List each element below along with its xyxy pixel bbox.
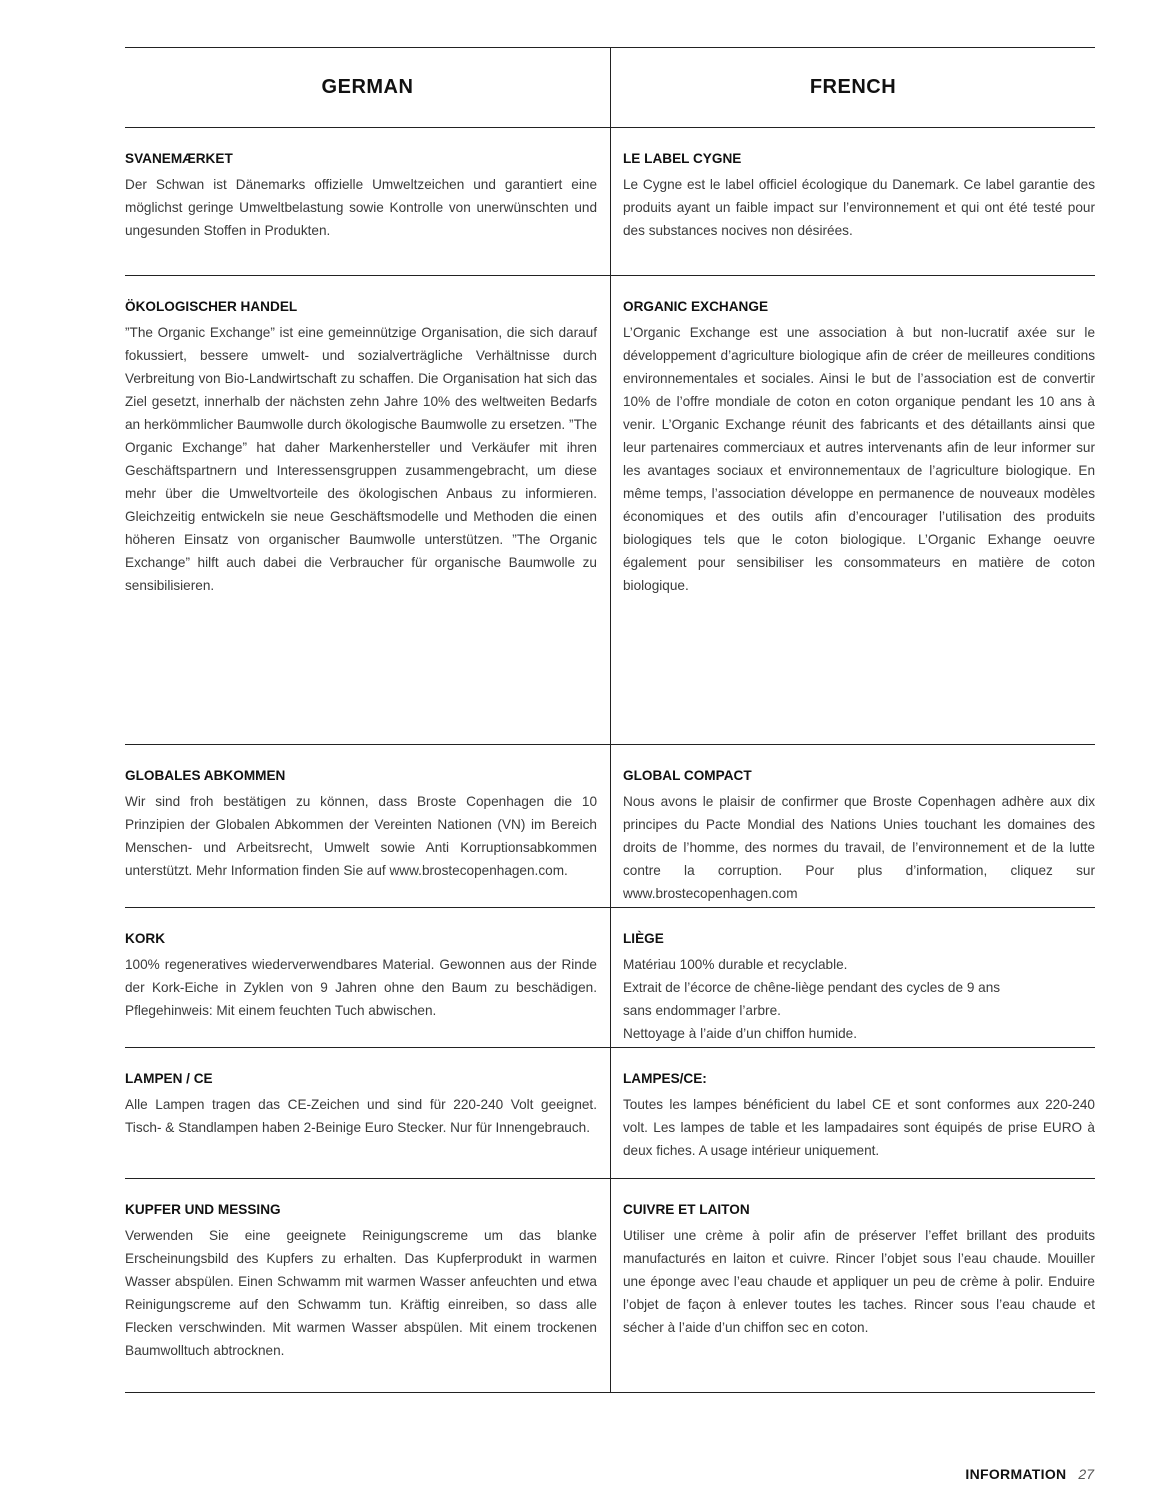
section-body: Wir sind froh bestätigen zu können, dass Broste Copenhagen die 10 Prinzipien der Globalen Abkommen der Vereinten Nationen (VN) im Bereich Menschen- und Arbeitsrecht, Umwelt sowie Anti Korruptionsabkommen unterstützt. Mehr Information finden Sie auf www.brostecopenhagen.com. (125, 794, 597, 878)
section-title: LIÈGE (623, 931, 664, 946)
french-cell (611, 745, 1095, 907)
section-body: Nous avons le plaisir de confirmer que Broste Copenhagen adhère aux dix principes du Pacte Mondial des Nations Unies touchant les domaines des droits de l’homme, des normes du travail, de l’environnement et de la lutte contre la corruption. Pour plus d’information, cliquez sur www.brostecopenhagen.com (623, 794, 1095, 901)
section-body: ”The Organic Exchange” ist eine gemeinnützige Organisation, die sich darauf fokussiert, bessere umwelt- und sozialverträgliche Verhältnisse durch Verbreitung von Bio-Landwirtschaft zu schaffen. Die Organisation hat sich das Ziel gesetzt, innerhalb der nächsten zehn Jahre 10% des weltweiten Bedarfs an herkömmlicher Baumwolle durch ökologische Baumwolle zu ersetzen. ”The Organic Exchange” hat daher Markenhersteller und Verkäufer mit ihren Geschäftspartnern und Interessensgruppen zusammengebracht, um diese mehr über die Umweltvorteile des ökologischen Anbaus zu informieren. Gleichzeitig entwickeln sie neue Geschäftsmodelle und Methoden die einen höheren Einsatz von organischer Baumwolle unterstützen. ”The Organic Exchange” hilft auch dabei die Verbraucher für organische Baumwolle zu sensibilisieren. (125, 325, 597, 593)
section-title: LAMPES/CE: (623, 1071, 707, 1086)
section-title: CUIVRE ET LAITON (623, 1202, 750, 1217)
section-title: ÖKOLOGISCHER HANDEL (125, 299, 298, 314)
german-cell (125, 1048, 611, 1178)
french-cell (611, 908, 1095, 1047)
section-body: Toutes les lampes bénéficient du label CE et sont conformes aux 220-240 volt. Les lampes de table et les lampadaires sont équipés de prise EURO à deux fiches. A usage intérieur uniquement. (623, 1097, 1095, 1158)
section-body: Matériau 100% durable et recyclable. Extrait de l’écorce de chêne-liège pendant des cycles de 9 ans sans endommager l’arbre. Nettoyage à l’aide d’un chiffon humide. (623, 957, 1001, 1041)
page-footer (965, 1466, 1094, 1482)
section-title: GLOBAL COMPACT (623, 768, 752, 783)
section-title: KORK (125, 931, 166, 946)
german-cell (125, 128, 611, 275)
section-title: LAMPEN / CE (125, 1071, 213, 1086)
section-title: SVANEMÆRKET (125, 151, 233, 166)
section-body: Alle Lampen tragen das CE-Zeichen und sind für 220-240 Volt geeignet. Tisch- & Standlampen haben 2-Beinige Euro Stecker. Nur für Innengebrauch. (125, 1097, 597, 1135)
section-title: KUPFER UND MESSING (125, 1202, 281, 1217)
section-body: Der Schwan ist Dänemarks offizielle Umweltzeichen und garantiert eine möglichst geringe Umweltbelastung sowie Kontrolle von unerwünschten und ungesunden Stoffen in Produkten. (125, 177, 597, 238)
german-cell (125, 276, 611, 744)
french-cell (611, 1048, 1095, 1178)
section-body: Utiliser une crème à polir afin de préserver l’effet brillant des produits manufacturés en laiton et cuivre. Rincer l’objet sous l’eau chaude. Mouiller une éponge avec l’eau chaude et appliquer un peu de crème à polir. Enduire l’objet de façon à enlever toutes les taches. Rincer sous l’eau chaude et sécher à l’aide d’un chiffon sec en coton. (623, 1228, 1095, 1335)
french-column-header: FRENCH (809, 76, 897, 98)
german-column-header: GERMAN (125, 48, 611, 127)
table-row (125, 745, 1095, 908)
table-row (125, 1179, 1095, 1393)
section-body: L’Organic Exchange est une association à but non-lucratif axée sur le développement d’agriculture biologique afin de créer de meilleures conditions environnementales et sociales. Ainsi le but de l’association est de convertir 10% de l’offre mondiale de coton en coton organique pendant les 10 ans à venir. L’Organic Exchange réunit des fabricants et des détaillants ainsi que leur partenaires commerciaux et autres intervenants afin de leur informer sur les avantages sociaux et environnementaux de l’agriculture biologique. En même temps, l’association développe en permanence de nouveaux modèles économiques et des outils afin d’encourager l’utilisation des produits biologiques tels que le coton biologique. L’Organic Exhange oeuvre également pour sensibiliser les consommateurs en matière de coton biologique. (623, 325, 1095, 593)
french-cell (611, 128, 1095, 275)
table-row (125, 276, 1095, 745)
german-cell (125, 908, 611, 1047)
language-table (125, 47, 1095, 1393)
section-body: Le Cygne est le label officiel écologique du Danemark. Ce label garantie des produits ayant un faible impact sur l’environnement et qui ont été testé pour des substances nocives non désirées. (623, 177, 1095, 238)
german-cell (125, 745, 611, 907)
table-row (125, 1048, 1095, 1179)
table-row (125, 128, 1095, 276)
section-title: GLOBALES ABKOMMEN (125, 768, 286, 783)
section-body: 100% regeneratives wiederverwendbares Material. Gewonnen aus der Rinde der Kork-Eiche in Zyklen von 9 Jahren ohne den Baum zu beschädigen. Pflegehinweis: Mit einem feuchten Tuch abwischen. (125, 957, 597, 1018)
section-title: ORGANIC EXCHANGE (623, 299, 769, 314)
german-cell (125, 1179, 611, 1392)
page-number: 27 (1078, 1466, 1094, 1482)
table-row (125, 908, 1095, 1048)
section-body: Verwenden Sie eine geeignete Reinigungscreme um das blanke Erscheinungsbild des Kupfers zu erhalten. Das Kupferprodukt in warmen Wasser abspülen. Einen Schwamm mit warmen Wasser anfeuchten und etwa Reinigungscreme auf den Schwamm tun. Kräftig einreiben, so dass alle Flecken verschwinden. Mit warmen Wasser abspülen. Mit einem trockenen Baumwolltuch abtrocknen. (125, 1228, 597, 1358)
french-cell (611, 1179, 1095, 1392)
section-title: LE LABEL CYGNE (623, 151, 742, 166)
french-cell (611, 276, 1095, 744)
table-header-row (125, 48, 1095, 128)
footer-section-label: INFORMATION (965, 1466, 1067, 1482)
